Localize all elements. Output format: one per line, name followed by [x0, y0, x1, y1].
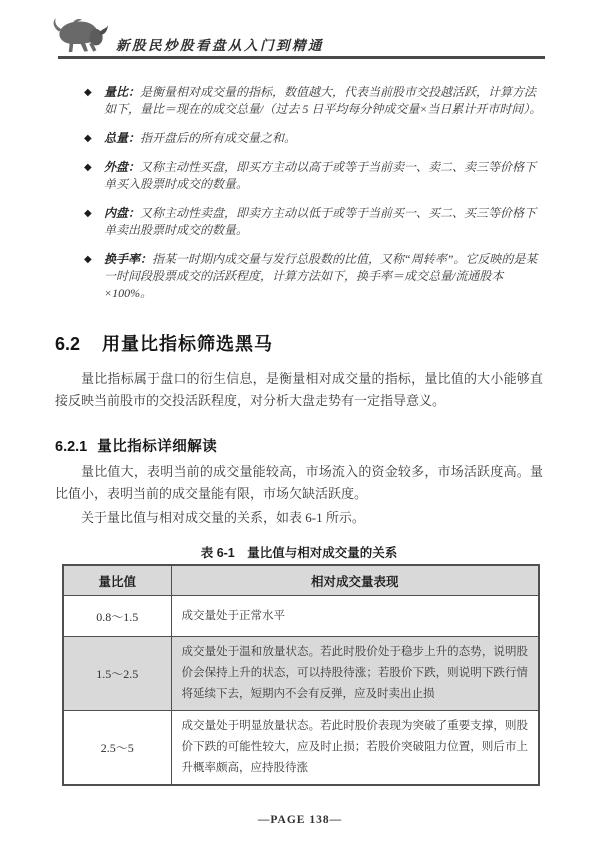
term-text — [104, 130, 544, 147]
table-row — [63, 637, 539, 711]
term-bullet-item — [84, 159, 544, 193]
section-paragraph: 量比指标属于盘口的衍生信息，是衡量相对成交量的指标，量比值的大小能够直接反映当前股市的交投活跃程度，对分析大盘走势有一定指导意义。 — [55, 371, 543, 408]
term-label: 内盘： — [104, 206, 141, 220]
subsection-number: 6.2.1 — [55, 439, 88, 455]
term-text — [104, 84, 544, 118]
ratio-cell: 1.5～2.5 — [63, 637, 171, 711]
diamond-bullet-icon: ◆ — [84, 162, 92, 173]
term-label: 总量： — [104, 131, 141, 145]
subsection-paragraph-2: 关于量比值与相对成交量的关系，如表 6-1 所示。 — [81, 510, 365, 525]
page-footer — [0, 814, 600, 826]
table-caption: 表 6-1 量比值与相对成交量的关系 — [200, 546, 398, 560]
subsection-paragraph-1: 量比值大，表明当前的成交量能较高，市场流入的资金较多，市场活跃度高。量比值小，表明当前的成交量能有限，市场欠缺活跃度。 — [55, 464, 543, 501]
diamond-bullet-icon: ◆ — [84, 208, 92, 219]
table-row — [63, 596, 539, 637]
term-definition: 又称主动性买盘，即买方主动以高于或等于当前卖一、卖二、卖三等价格下单买入股票时成交的数量。 — [104, 160, 537, 191]
page-number-label: —PAGE 138— — [257, 814, 343, 826]
diamond-bullet-icon: ◆ — [84, 87, 92, 98]
term-definition: 又称主动性卖盘，即卖方主动以低于或等于当前买一、买二、买三等价格下单卖出股票时成交的数量。 — [104, 206, 537, 237]
term-bullet-item — [84, 251, 544, 302]
term-definition-list — [84, 84, 544, 314]
table-header-row — [63, 565, 539, 596]
diamond-bullet-icon: ◆ — [84, 133, 92, 144]
section-heading — [55, 330, 273, 356]
ratio-cell: 0.8～1.5 — [63, 596, 171, 637]
subsection-heading — [55, 435, 217, 456]
term-definition: 指开盘后的所有成交量之和。 — [140, 131, 297, 145]
term-label: 量比： — [104, 85, 141, 99]
term-label: 换手率： — [104, 252, 153, 266]
performance-cell: 成交量处于温和放量状态。若此时股价处于稳步上升的态势，说明股价会保持上升的状态，可以持股待涨；若股价下跌，则说明下跌行情将延续下去，短期内不会有反弹，应及时卖出止损 — [171, 637, 539, 711]
term-bullet-item — [84, 84, 544, 118]
term-text — [104, 251, 544, 302]
section-title: 用量比指标筛选黑马 — [102, 334, 274, 354]
table-row — [63, 711, 539, 786]
subsection-title: 量比指标详细解读 — [97, 439, 218, 455]
book-title: 新股民炒股看盘从入门到精通 — [116, 38, 324, 53]
ratio-cell: 2.5～5 — [63, 711, 171, 786]
term-definition: 指某一时期内成交量与发行总股数的比值，又称“周转率”。它反映的是某一时间段股票成交的活跃程度，计算方法如下，换手率＝成交总量/流通股本×100%。 — [104, 252, 538, 300]
term-definition: 是衡量相对成交量的指标，数值越大，代表当前股市交投越活跃，计算方法如下，量比＝现在的成交总量/（过去 5 日平均每分钟成交量×当日累计开市时间）。 — [104, 85, 542, 116]
volume-ratio-table — [62, 564, 540, 786]
performance-cell: 成交量处于正常水平 — [171, 596, 539, 637]
term-label: 外盘： — [104, 160, 141, 174]
section-number: 6.2 — [55, 334, 81, 354]
header-divider — [58, 56, 545, 59]
col-header-performance: 相对成交量表现 — [171, 565, 539, 596]
term-text — [104, 159, 544, 193]
performance-cell: 成交量处于明显放量状态。若此时股价表现为突破了重要支撑，则股价下跌的可能性较大，应及时止损；若股价突破阻力位置，则后市上升概率颇高，应持股待涨 — [171, 711, 539, 786]
bull-logo-icon — [50, 12, 108, 60]
term-bullet-item — [84, 130, 544, 147]
col-header-ratio: 量比值 — [63, 565, 171, 596]
page-header — [0, 0, 600, 60]
term-bullet-item — [84, 205, 544, 239]
diamond-bullet-icon: ◆ — [84, 254, 92, 265]
term-text — [104, 205, 544, 239]
